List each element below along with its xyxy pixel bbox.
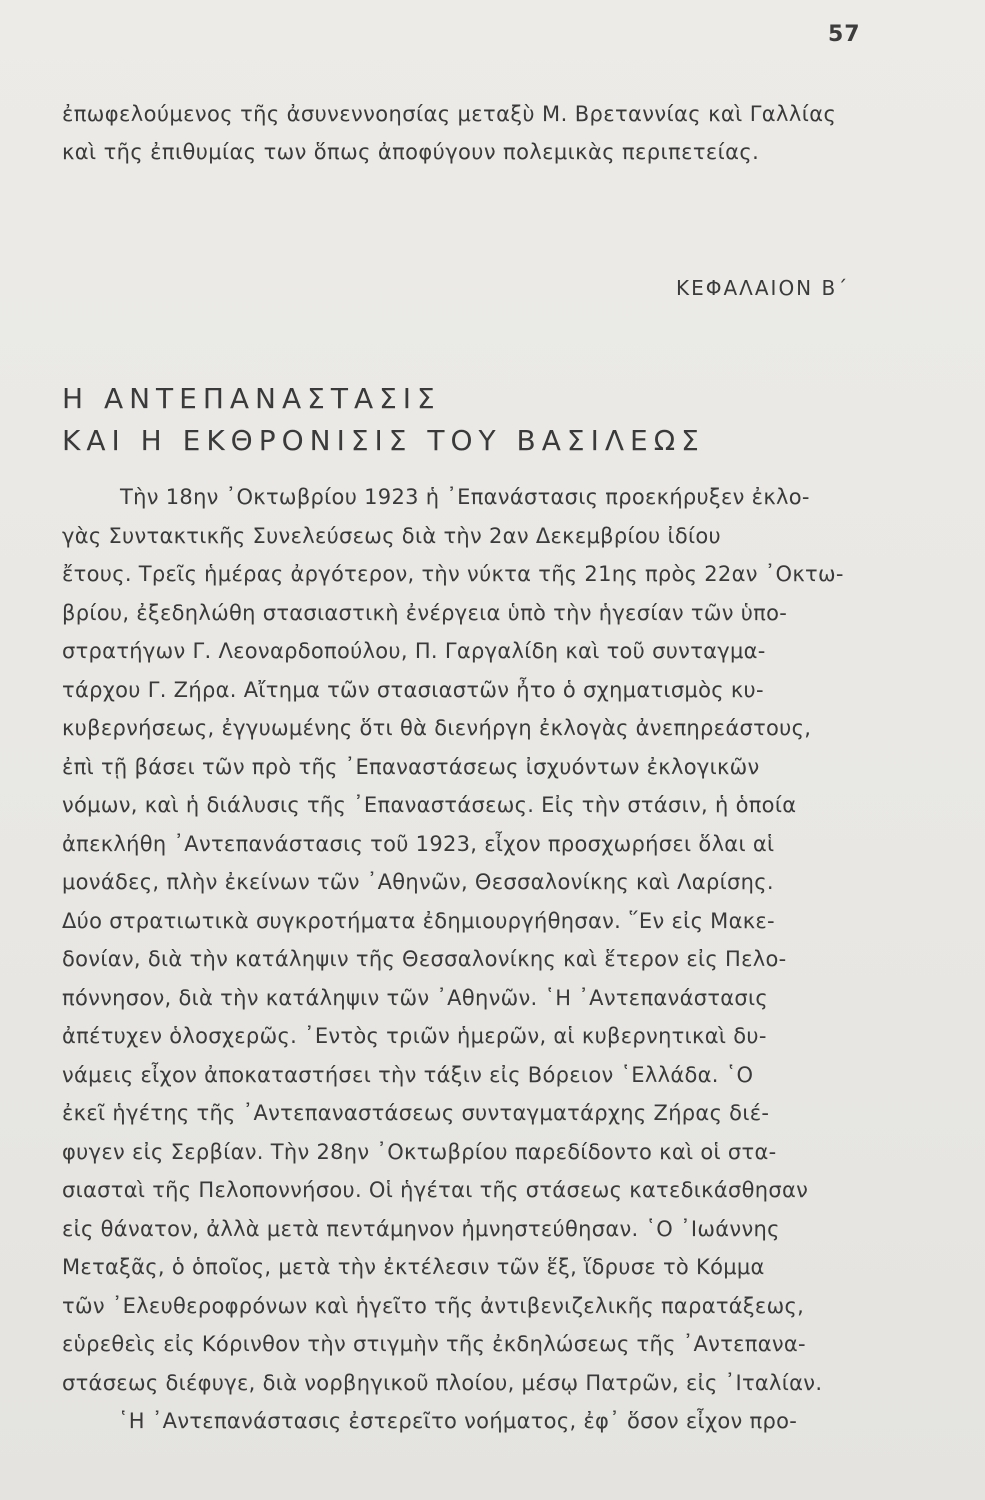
chapter-title-line: Η ΑΝΤΕΠΑΝΑΣΤΑΣΙΣ [62,382,441,415]
body-line: εὑρεθεὶς εἰς Κόρινθον τὴν στιγμὴν τῆς ἐκδηλώσεως τῆς ᾿Αντεπανα- [62,1332,806,1356]
intro-paragraph [62,95,892,171]
body-line: γὰς Συντακτικῆς Συνελεύσεως διὰ τὴν 2αν Δεκεμβρίου ἰδίου [62,523,722,548]
body-line: ἐπὶ τῇ βάσει τῶν πρὸ τῆς ᾿Επαναστάσεως ἰσχυόντων ἐκλογικῶν [62,754,760,779]
body-line: Μεταξᾶς, ὁ ὁποῖος, μετὰ τὴν ἐκτέλεσιν τῶν ἕξ, ἵδρυσε τὸ Κόμμα [62,1255,765,1279]
body-line: ἀπέτυχεν ὁλοσχερῶς. ᾿Εντὸς τριῶν ἡμερῶν, αἱ κυβερνητικαὶ δυ- [62,1024,767,1048]
intro-line: ἐπωφελούμενος τῆς ἀσυνεννοησίας μεταξὺ Μ. Βρεταννίας καὶ Γαλλίας [62,102,837,126]
intro-line: καὶ τῆς ἐπιθυμίας των ὅπως ἀποφύγουν πολεμικὰς περιπετείας. [62,140,760,164]
body-line: νόμων, καὶ ἡ διάλυσις τῆς ᾿Επαναστάσεως. Εἰς τὴν στάσιν, ἡ ὁποία [62,793,797,817]
body-line: ἀπεκλήθη ᾿Αντεπανάστασις τοῦ 1923, εἶχον προσχωρήσει ὅλαι αἱ [62,831,775,856]
body-line: τάρχου Γ. Ζήρα. Αἴτημα τῶν στασιαστῶν ἦτο ὁ σχηματισμὸς κυ- [62,677,764,702]
chapter-title-line: ΚΑΙ Η ΕΚΘΡΟΝΙΣΙΣ ΤΟΥ ΒΑΣΙΛΕΩΣ [62,424,705,457]
body-line: νάμεις εἶχον ἀποκαταστήσει τὴν τάξιν εἰς Βόρειον ῾Ελλάδα. ῾Ο [62,1062,754,1087]
body-line: φυγεν εἰς Σερβίαν. Τὴν 28ην ᾿Οκτωβρίου παρεδίδοντο καὶ οἱ στα- [62,1139,777,1164]
body-line: εἰς θάνατον, ἀλλὰ μετὰ πεντάμηνον ἠμνηστεύθησαν. ῾Ο ᾿Ιωάννης [62,1216,780,1241]
body-line: κυβερνήσεως, ἐγγυωμένης ὅτι θὰ διενήργη ἐκλογὰς ἀνεπηρεάστους, [62,716,812,740]
chapter-title [62,378,705,462]
chapter-label: ΚΕΦΑΛΑΙΟΝ Β΄ [676,276,850,300]
body-line: ἐκεῖ ἡγέτης τῆς ᾿Αντεπαναστάσεως συνταγματάρχης Ζήρας διέ- [62,1101,770,1125]
body-line: δονίαν, διὰ τὴν κατάληψιν τῆς Θεσσαλονίκης καὶ ἕτερον εἰς Πελο- [62,947,787,971]
body-line: ἔτους. Τρεῖς ἡμέρας ἀργότερον, τὴν νύκτα τῆς 21ης πρὸς 22αν ᾿Οκτω- [62,562,844,586]
body-line: βρίου, ἐξεδηλώθη στασιαστικὴ ἐνέργεια ὑπὸ τὴν ἡγεσίαν τῶν ὑπο- [62,600,788,625]
body-line: στάσεως διέφυγε, διὰ νορβηγικοῦ πλοίου, μέσῳ Πατρῶν, εἰς ᾿Ιταλίαν. [62,1370,823,1395]
body-line: πόννησον, διὰ τὴν κατάληψιν τῶν ᾿Αθηνῶν. ῾Η ᾿Αντεπανάστασις [62,985,769,1010]
body-line: Δύο στρατιωτικὰ συγκροτήματα ἐδημιουργήθησαν. ῞Εν εἰς Μακε- [62,908,775,933]
body-line: στρατήγων Γ. Λεοναρδοπούλου, Π. Γαργαλίδη καὶ τοῦ συνταγμα- [62,639,766,663]
body-line: ῾Η ᾿Αντεπανάστασις ἐστερεῖτο νοήματος, ἐφ᾿ ὅσον εἶχον προ- [118,1409,798,1433]
body-line: Τὴν 18ην ᾿Οκτωβρίου 1923 ἡ ᾿Επανάστασις προεκήρυξεν ἐκλο- [120,485,810,509]
body-line: σιασταὶ τῆς Πελοποννήσου. Οἱ ἡγέται τῆς στάσεως κατεδικάσθησαν [62,1178,809,1202]
body-line: τῶν ᾿Ελευθεροφρόνων καὶ ἡγεῖτο τῆς ἀντιβενιζελικῆς παρατάξεως, [62,1293,805,1318]
body-line: μονάδες, πλὴν ἐκείνων τῶν ᾿Αθηνῶν, Θεσσαλονίκης καὶ Λαρίσης. [62,870,774,894]
page-number: 57 [828,22,861,47]
body-text [62,478,892,1441]
